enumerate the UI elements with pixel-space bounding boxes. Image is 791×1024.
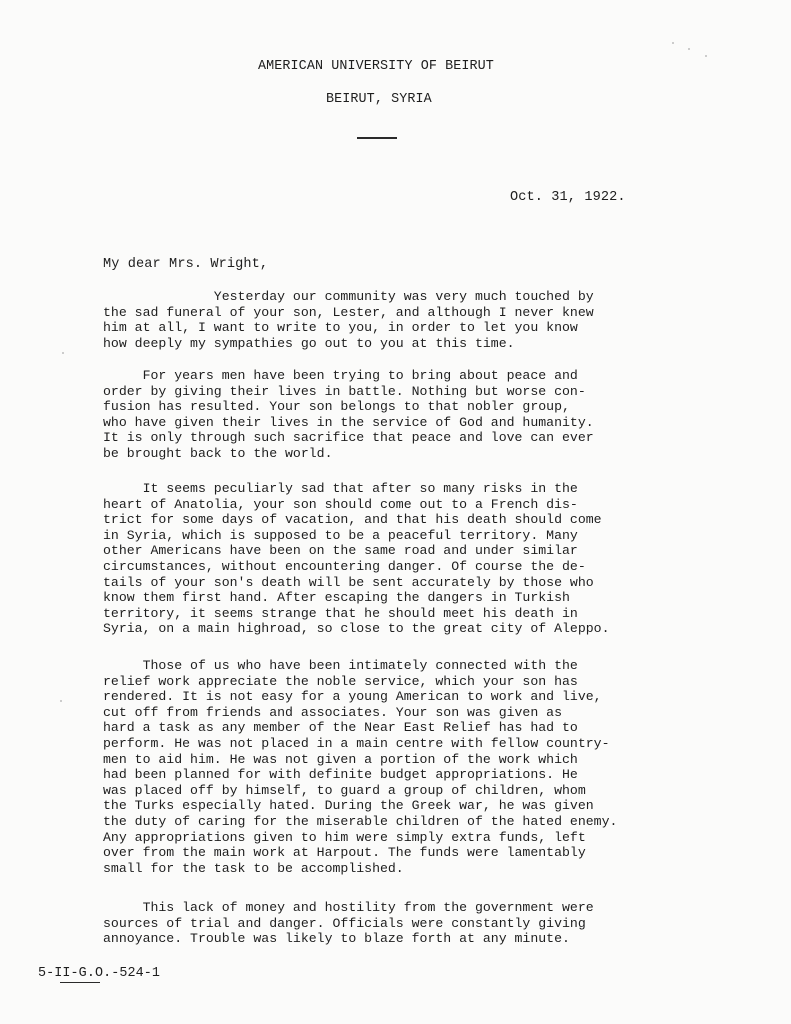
paragraph-2 — [103, 368, 713, 462]
paragraph-line: For years men have been trying to bring about peace and — [103, 368, 578, 383]
paragraph-5 — [103, 900, 713, 947]
paragraph-line: how deeply my sympathies go out to you at this time. — [103, 335, 515, 351]
paragraph-3 — [103, 481, 713, 637]
paragraph-line: This lack of money and hostility from the government were — [103, 900, 594, 915]
paragraph-line: relief work appreciate the noble service, which your son has — [103, 673, 578, 689]
salutation: My dear Mrs. Wright, — [103, 257, 269, 272]
paragraph-line: Those of us who have been intimately connected with the — [103, 658, 578, 673]
paragraph-line: fusion has resulted. Your son belongs to that nobler group, — [103, 399, 570, 415]
paper-speck — [672, 42, 674, 44]
paragraph-line: who have given their lives in the service of God and humanity. — [103, 414, 594, 430]
paragraph-line: in Syria, which is supposed to be a peaceful territory. Many — [103, 527, 578, 543]
paragraph-4 — [103, 658, 713, 876]
paragraph-line: know them first hand. After escaping the dangers in Turkish — [103, 590, 570, 606]
paragraph-line: perform. He was not placed in a main centre with fellow country- — [103, 735, 610, 751]
paragraph-line: sources of trial and danger. Officials were constantly giving — [103, 915, 586, 931]
paragraph-line: hard a task as any member of the Near East Relief has had to — [103, 720, 578, 736]
letterhead-divider — [357, 137, 397, 139]
paragraph-line: had been planned for with definite budget appropriations. He — [103, 767, 578, 783]
letter-date: Oct. 31, 1922. — [510, 190, 626, 205]
archive-reference-underline — [60, 982, 100, 983]
paragraph-line: trict for some days of vacation, and that his death should come — [103, 512, 602, 528]
paragraph-line: the sad funeral of your son, Lester, and although I never knew — [103, 304, 594, 320]
paragraph-line: Any appropriations given to him were simply extra funds, left — [103, 829, 586, 845]
paper-speck — [688, 48, 690, 50]
paragraph-line: order by giving their lives in battle. Nothing but worse con- — [103, 383, 586, 399]
archive-reference: 5-II-G.O.-524-1 — [38, 966, 161, 981]
paragraph-line: cut off from friends and associates. Your son was given as — [103, 704, 562, 720]
paragraph-line: the Turks especially hated. During the Greek war, he was given — [103, 798, 594, 814]
paragraph-line: over from the main work at Harpout. The funds were lamentably — [103, 845, 586, 861]
paragraph-line: the duty of caring for the miserable children of the hated enemy. — [103, 813, 618, 829]
paragraph-line: be brought back to the world. — [103, 445, 333, 461]
paragraph-line: him at all, I want to write to you, in order to let you know — [103, 320, 578, 336]
paragraph-line: Syria, on a main highroad, so close to the great city of Aleppo. — [103, 621, 610, 637]
letterhead-location: BEIRUT, SYRIA — [326, 92, 432, 107]
paragraph-line: small for the task to be accomplished. — [103, 860, 404, 876]
paragraph-line: It is only through such sacrifice that peace and love can ever — [103, 430, 594, 446]
paragraph-1 — [103, 289, 713, 351]
paragraph-line: rendered. It is not easy for a young American to work and live, — [103, 689, 602, 705]
paper-speck — [705, 55, 707, 57]
paragraph-line: other Americans have been on the same road and under similar — [103, 543, 578, 559]
paragraph-line: men to aid him. He was not given a portion of the work which — [103, 751, 578, 767]
paragraph-line: Yesterday our community was very much touched by — [103, 289, 594, 304]
paragraph-line: It seems peculiarly sad that after so many risks in the — [103, 481, 578, 496]
paper-speck — [60, 700, 62, 702]
paper-speck — [62, 352, 64, 354]
paragraph-line: annoyance. Trouble was likely to blaze forth at any minute. — [103, 931, 570, 947]
letterhead-institution: AMERICAN UNIVERSITY OF BEIRUT — [258, 59, 494, 74]
paragraph-line: heart of Anatolia, your son should come out to a French dis- — [103, 496, 578, 512]
paragraph-line: tails of your son's death will be sent accurately by those who — [103, 574, 594, 590]
paragraph-line: circumstances, without encountering danger. Of course the de- — [103, 558, 586, 574]
paragraph-line: territory, it seems strange that he should meet his death in — [103, 605, 578, 621]
paragraph-line: was placed off by himself, to guard a group of children, whom — [103, 782, 586, 798]
